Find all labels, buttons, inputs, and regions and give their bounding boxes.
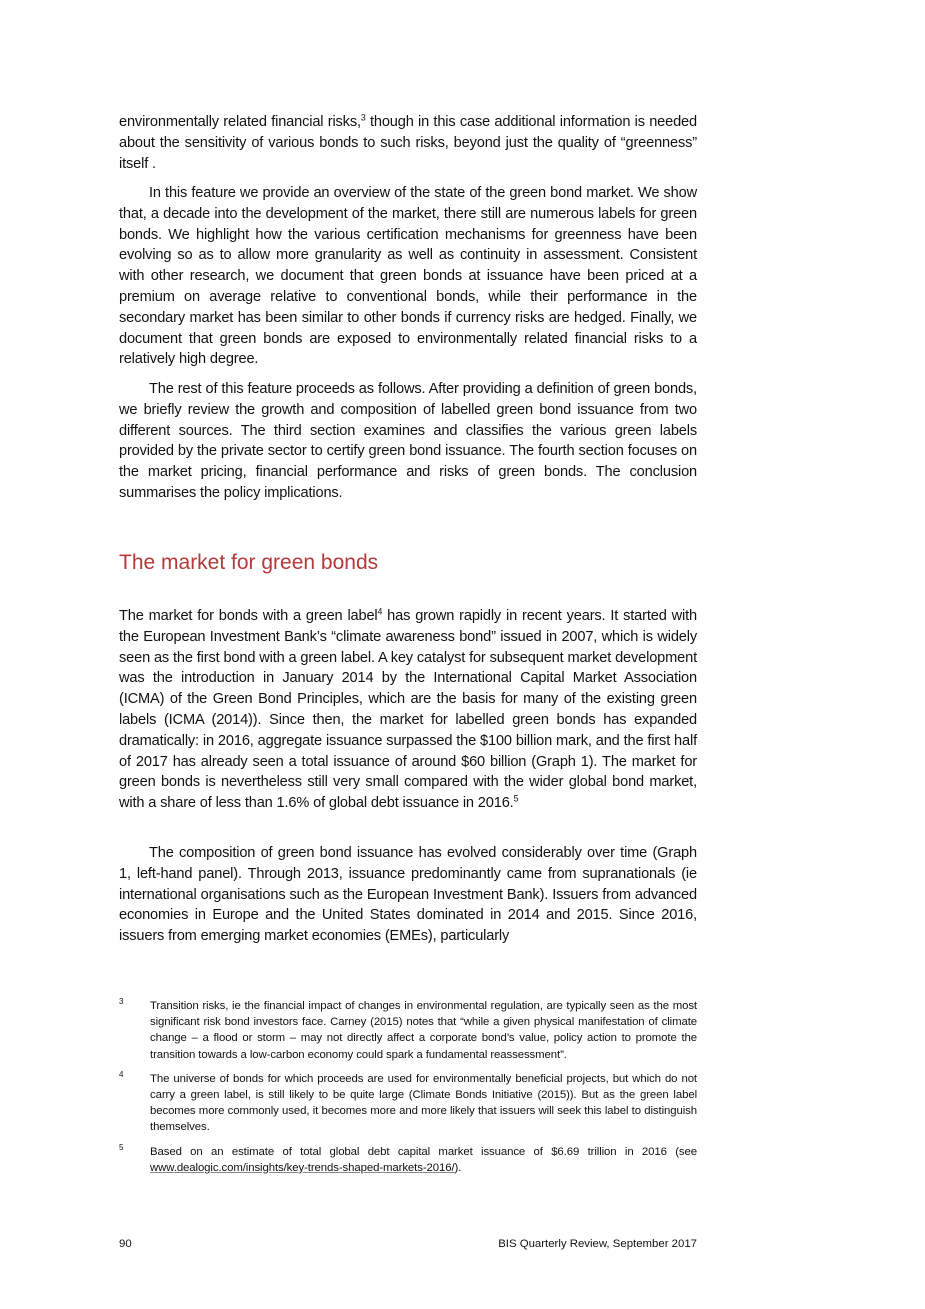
dealogic-link[interactable]: www.dealogic.com/insights/key-trends-shaped-markets-2016/ [150, 1161, 455, 1174]
footnote-ref-4[interactable]: 4 [377, 606, 383, 617]
paragraph-4 [119, 606, 697, 814]
footnote-3 [119, 998, 697, 1063]
page-number: 90 [119, 1238, 132, 1250]
paragraph-2: In this feature we provide an overview of the state of the green bond market. We show that, a decade into the development of the market, there still are numerous labels for green bonds. We highlight how the various certification mechanisms for greenness have been evolving so as to allow more granularity as well as continuity in assessment. Consistent with other research, we document that green bonds at issuance have been priced at a premium on average relative to conventional bonds, while their performance in the secondary market has been similar to other bonds if currency risks are hedged. Finally, we document that green bonds are exposed to environmentally related financial risks to a relatively high degree. [119, 185, 697, 368]
footnote-text: Transition risks, ie the financial impact of changes in environmental regulation, are typically seen as the most significant risk bond investors face. Carney (2015) notes that “while a given physical manifestation of climate change – a flood or storm – may not directly affect a corporate bond’s value, policy action to promote the transition towards a low-carbon economy could spark a fundamental reassessment”. [150, 1000, 697, 1061]
paragraph-4-text: The market for bonds with a green label [119, 608, 378, 624]
footnote-text [150, 1144, 697, 1176]
paragraph-3: The rest of this feature proceeds as follows. After providing a definition of green bonds, we briefly review the growth and composition of labelled green bond issuance from two different sources. The third section examines and classifies the various green labels provided by the private sector to certify green bond issuance. The fourth section focuses on the market pricing, financial performance and risks of green bonds. The conclusion summarises the policy implications. [119, 381, 697, 501]
publication-title: BIS Quarterly Review, September 2017 [498, 1238, 697, 1250]
footnote-5-text-end: ). [454, 1161, 462, 1174]
footnote-5 [119, 1144, 697, 1176]
footnote-number: 4 [119, 1069, 124, 1079]
footnote-4 [119, 1071, 697, 1136]
footnote-number: 3 [119, 997, 124, 1006]
footnote-ref-3[interactable]: 3 [360, 112, 366, 123]
paragraph-1 [119, 112, 697, 174]
footnotes [119, 998, 697, 1184]
paragraph-1-text-cont: though in this case additional information is needed about the sensitivity of various bonds to such risks, beyond just the quality of “greenness” itself . [119, 114, 697, 172]
paragraph-5: The composition of green bond issuance has evolved considerably over time (Graph 1, left-hand panel). Through 2013, issuance predominantly came from supranationals (ie international organisations such as the European Investment Bank). Issuers from advanced economies in Europe and the United States dominated in 2014 and 2015. Since 2016, issuers from emerging market economies (EMEs), particularly [119, 845, 697, 945]
footnote-text: The universe of bonds for which proceeds are used for environmentally beneficial projects, but which do not carry a green label, is still likely to be quite large (Climate Bonds Initiative (2015)). But as the green label becomes more commonly used, it becomes more and more likely that issuers will seek this label to distinguish themselves. [150, 1072, 697, 1134]
paragraph-1-text: environmentally related financial risks, [119, 114, 361, 130]
footnote-number: 5 [119, 1142, 124, 1152]
section-heading: The market for green bonds [119, 551, 379, 574]
footnote-5-text: Based on an estimate of total global debt capital market issuance of $6.69 trillion in 2016 (see [150, 1145, 697, 1158]
footnote-ref-5[interactable]: 5 [513, 793, 519, 804]
paragraph-4-text-cont: has grown rapidly in recent years. It started with the European Investment Bank’s “climate awareness bond” issued in 2007, which is widely seen as the first bond with a green label. A key catalyst for subsequent market development was the introduction in January 2014 by the International Capital Market Association (ICMA) of the Green Bond Principles, which are the basis for many of the existing green labels (ICMA (2014)). Since then, the market for labelled green bonds has expanded dramatically: in 2016, aggregate issuance surpassed the $100 billion mark, and the first half of 2017 has already seen a total issuance of around $60 billion (Graph 1). The market for green bonds is nevertheless still very small compared with the wider global bond market, with a share of less than 1.6% of global debt issuance in 2016. [119, 608, 697, 812]
page-footer [119, 1238, 697, 1250]
